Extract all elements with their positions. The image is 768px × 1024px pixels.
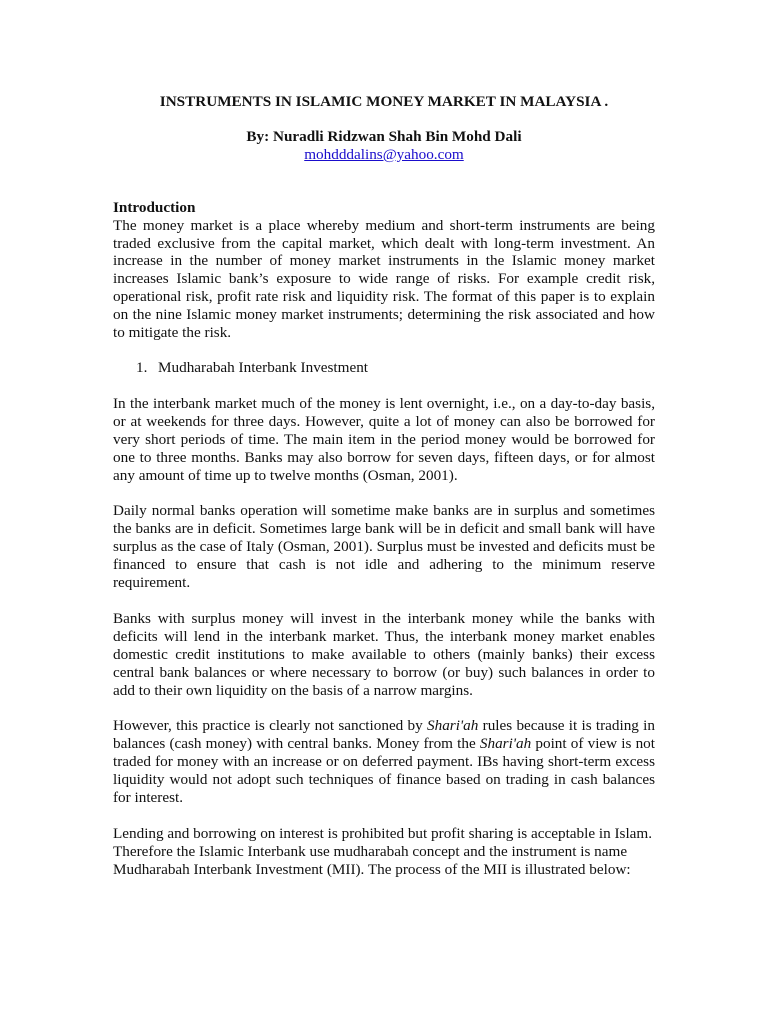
document-title: INSTRUMENTS IN ISLAMIC MONEY MARKET IN MALAYSIA . — [159, 93, 609, 110]
paragraph-interbank: In the interbank market much of the money is lent overnight, i.e., on a day-to-day basis, or at weekends for three days. However, quite a lot of money can also be borrowed for very short periods of time. The main item in the period money would be borrowed for one to three months. Banks may also borrow for seven days, fifteen days, or for almost any amount of time up to twelve months (Osman, 2001). — [113, 394, 655, 484]
email-link[interactable]: mohdddalins@yahoo.com — [304, 145, 464, 163]
section-heading-introduction: Introduction — [113, 198, 196, 216]
text-span: rules because it is trading in balances (cash money) with central banks. Money from the — [113, 717, 655, 753]
paragraph-surplus: Banks with surplus money will invest in the interbank money while the banks with deficits will lend in the interbank market. Thus, the interbank money market enables domestic credit institutions to make available to others (mainly banks) their excess central bank balances or where necessary to borrow (or buy) such balances in order to add to their own liquidity on the basis of a narrow margins. — [113, 609, 655, 699]
paragraph-shariah — [113, 717, 655, 807]
author-email — [113, 146, 655, 164]
text-line: Lending and borrowing on interest is prohibited but profit sharing is acceptable in Islam. — [113, 825, 653, 842]
intro-paragraph: The money market is a place whereby medium and short-term instruments are being traded exclusive from the capital market, which dealt with long-term investment. An increase in the number of money market instruments in the Islamic money market increases Islamic bank’s exposure to wide range of risks. For example credit risk, operational risk, profit rate risk and liquidity risk. The format of this paper is to explain on the nine Islamic money market instruments; determining the risk associated and how to mitigate the risk. — [113, 216, 655, 342]
text-span: point of view is not traded for money with an increase or on deferred payment. IBs having short-term excess liquidity would not adopt such techniques of finance based on trading in cash balances for interest. — [113, 735, 655, 807]
paragraph-daily-operation: Daily normal banks operation will sometime make banks are in surplus and sometimes the banks are in deficit. Sometimes large bank will be in deficit and small bank will have surplus as the case of Italy (Osman, 2001). Surplus must be invested and deficits must be financed to ensure that cash is not idle and adhering to the minimum reserve requirement. — [113, 502, 655, 592]
text-line: Mudharabah Interbank Investment (MII). The process of the MII is illustrated below: — [113, 860, 631, 878]
list-number: 1. — [136, 358, 148, 376]
term-shariah: Shari'ah — [427, 717, 479, 735]
list-item — [113, 359, 655, 377]
text-line: Therefore the Islamic Interbank use mudharabah concept and the instrument is name — [113, 842, 628, 860]
document-page — [113, 93, 655, 879]
term-shariah: Shari'ah — [479, 735, 532, 753]
author-byline: By: Nuradli Ridzwan Shah Bin Mohd Dali — [246, 127, 522, 145]
text-span: However, this practice is clearly not sanctioned by — [113, 717, 428, 735]
list-item-text: Mudharabah Interbank Investment — [158, 358, 369, 376]
paragraph-mii — [113, 825, 655, 879]
